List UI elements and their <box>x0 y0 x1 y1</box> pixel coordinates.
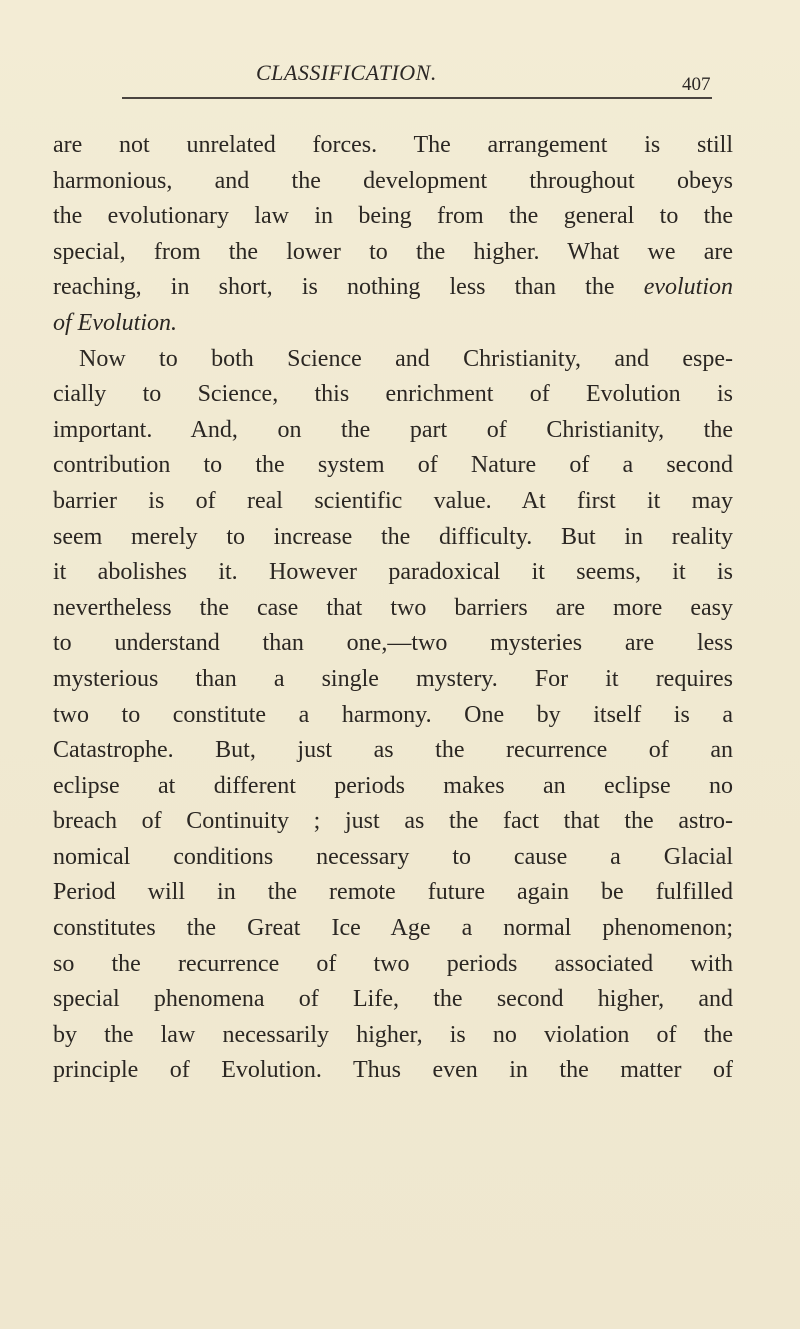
text-line <box>53 306 733 342</box>
header-rule <box>122 97 712 99</box>
text-line: barrier is of real scientific value. At first it may <box>53 487 733 514</box>
text-line: harmonious, and the development throughout obeys <box>53 167 733 194</box>
text-line: two to constitute a harmony. One by itself is a <box>53 701 733 728</box>
text-line: it abolishes it. However paradoxical it seems, it is <box>53 559 733 586</box>
text-line: Catastrophe. But, just as the recurrence of an <box>53 737 733 764</box>
body-text <box>53 128 733 1089</box>
text-line: seem merely to increase the difficulty. But in reality <box>53 523 733 550</box>
italic-text: evolution <box>643 274 733 301</box>
italic-text: of Evolution. <box>53 309 177 336</box>
page-number: 407 <box>682 74 711 95</box>
text-line: contribution to the system of Nature of a second <box>53 452 733 479</box>
text-line: constitutes the Great Ice Age a normal phenomenon; <box>53 915 733 942</box>
text-line: eclipse at different periods makes an eclipse no <box>53 772 733 799</box>
text-line: special, from the lower to the higher. What we are <box>53 238 733 265</box>
page-header <box>0 46 800 95</box>
text-segment: reaching, in short, is nothing less than the <box>53 274 644 301</box>
text-line: the evolutionary law in being from the general to the <box>53 203 733 230</box>
text-line: nomical conditions necessary to cause a Glacial <box>53 843 733 870</box>
text-line: Now to both Science and Christianity, and espe- <box>79 345 733 372</box>
text-line: Period will in the remote future again be fulfilled <box>53 879 733 906</box>
text-line: principle of Evolution. Thus even in the matter of <box>53 1057 733 1084</box>
running-head: CLASSIFICATION. <box>256 60 437 85</box>
text-line: to understand than one,—two mysteries are less <box>53 630 733 657</box>
text-line: cially to Science, this enrichment of Evolution is <box>53 381 733 408</box>
text-line <box>53 270 733 306</box>
text-line: are not unrelated forces. The arrangement is still <box>53 132 733 158</box>
text-line: by the law necessarily higher, is no violation of the <box>53 1021 733 1048</box>
text-line: nevertheless the case that two barriers are more easy <box>53 594 733 621</box>
text-line: breach of Continuity ; just as the fact that the astro- <box>53 808 733 835</box>
text-line: special phenomena of Life, the second higher, and <box>53 986 733 1013</box>
text-line: mysterious than a single mystery. For it requires <box>53 665 733 692</box>
text-line: important. And, on the part of Christianity, the <box>53 416 733 443</box>
text-line: so the recurrence of two periods associated with <box>53 950 733 977</box>
